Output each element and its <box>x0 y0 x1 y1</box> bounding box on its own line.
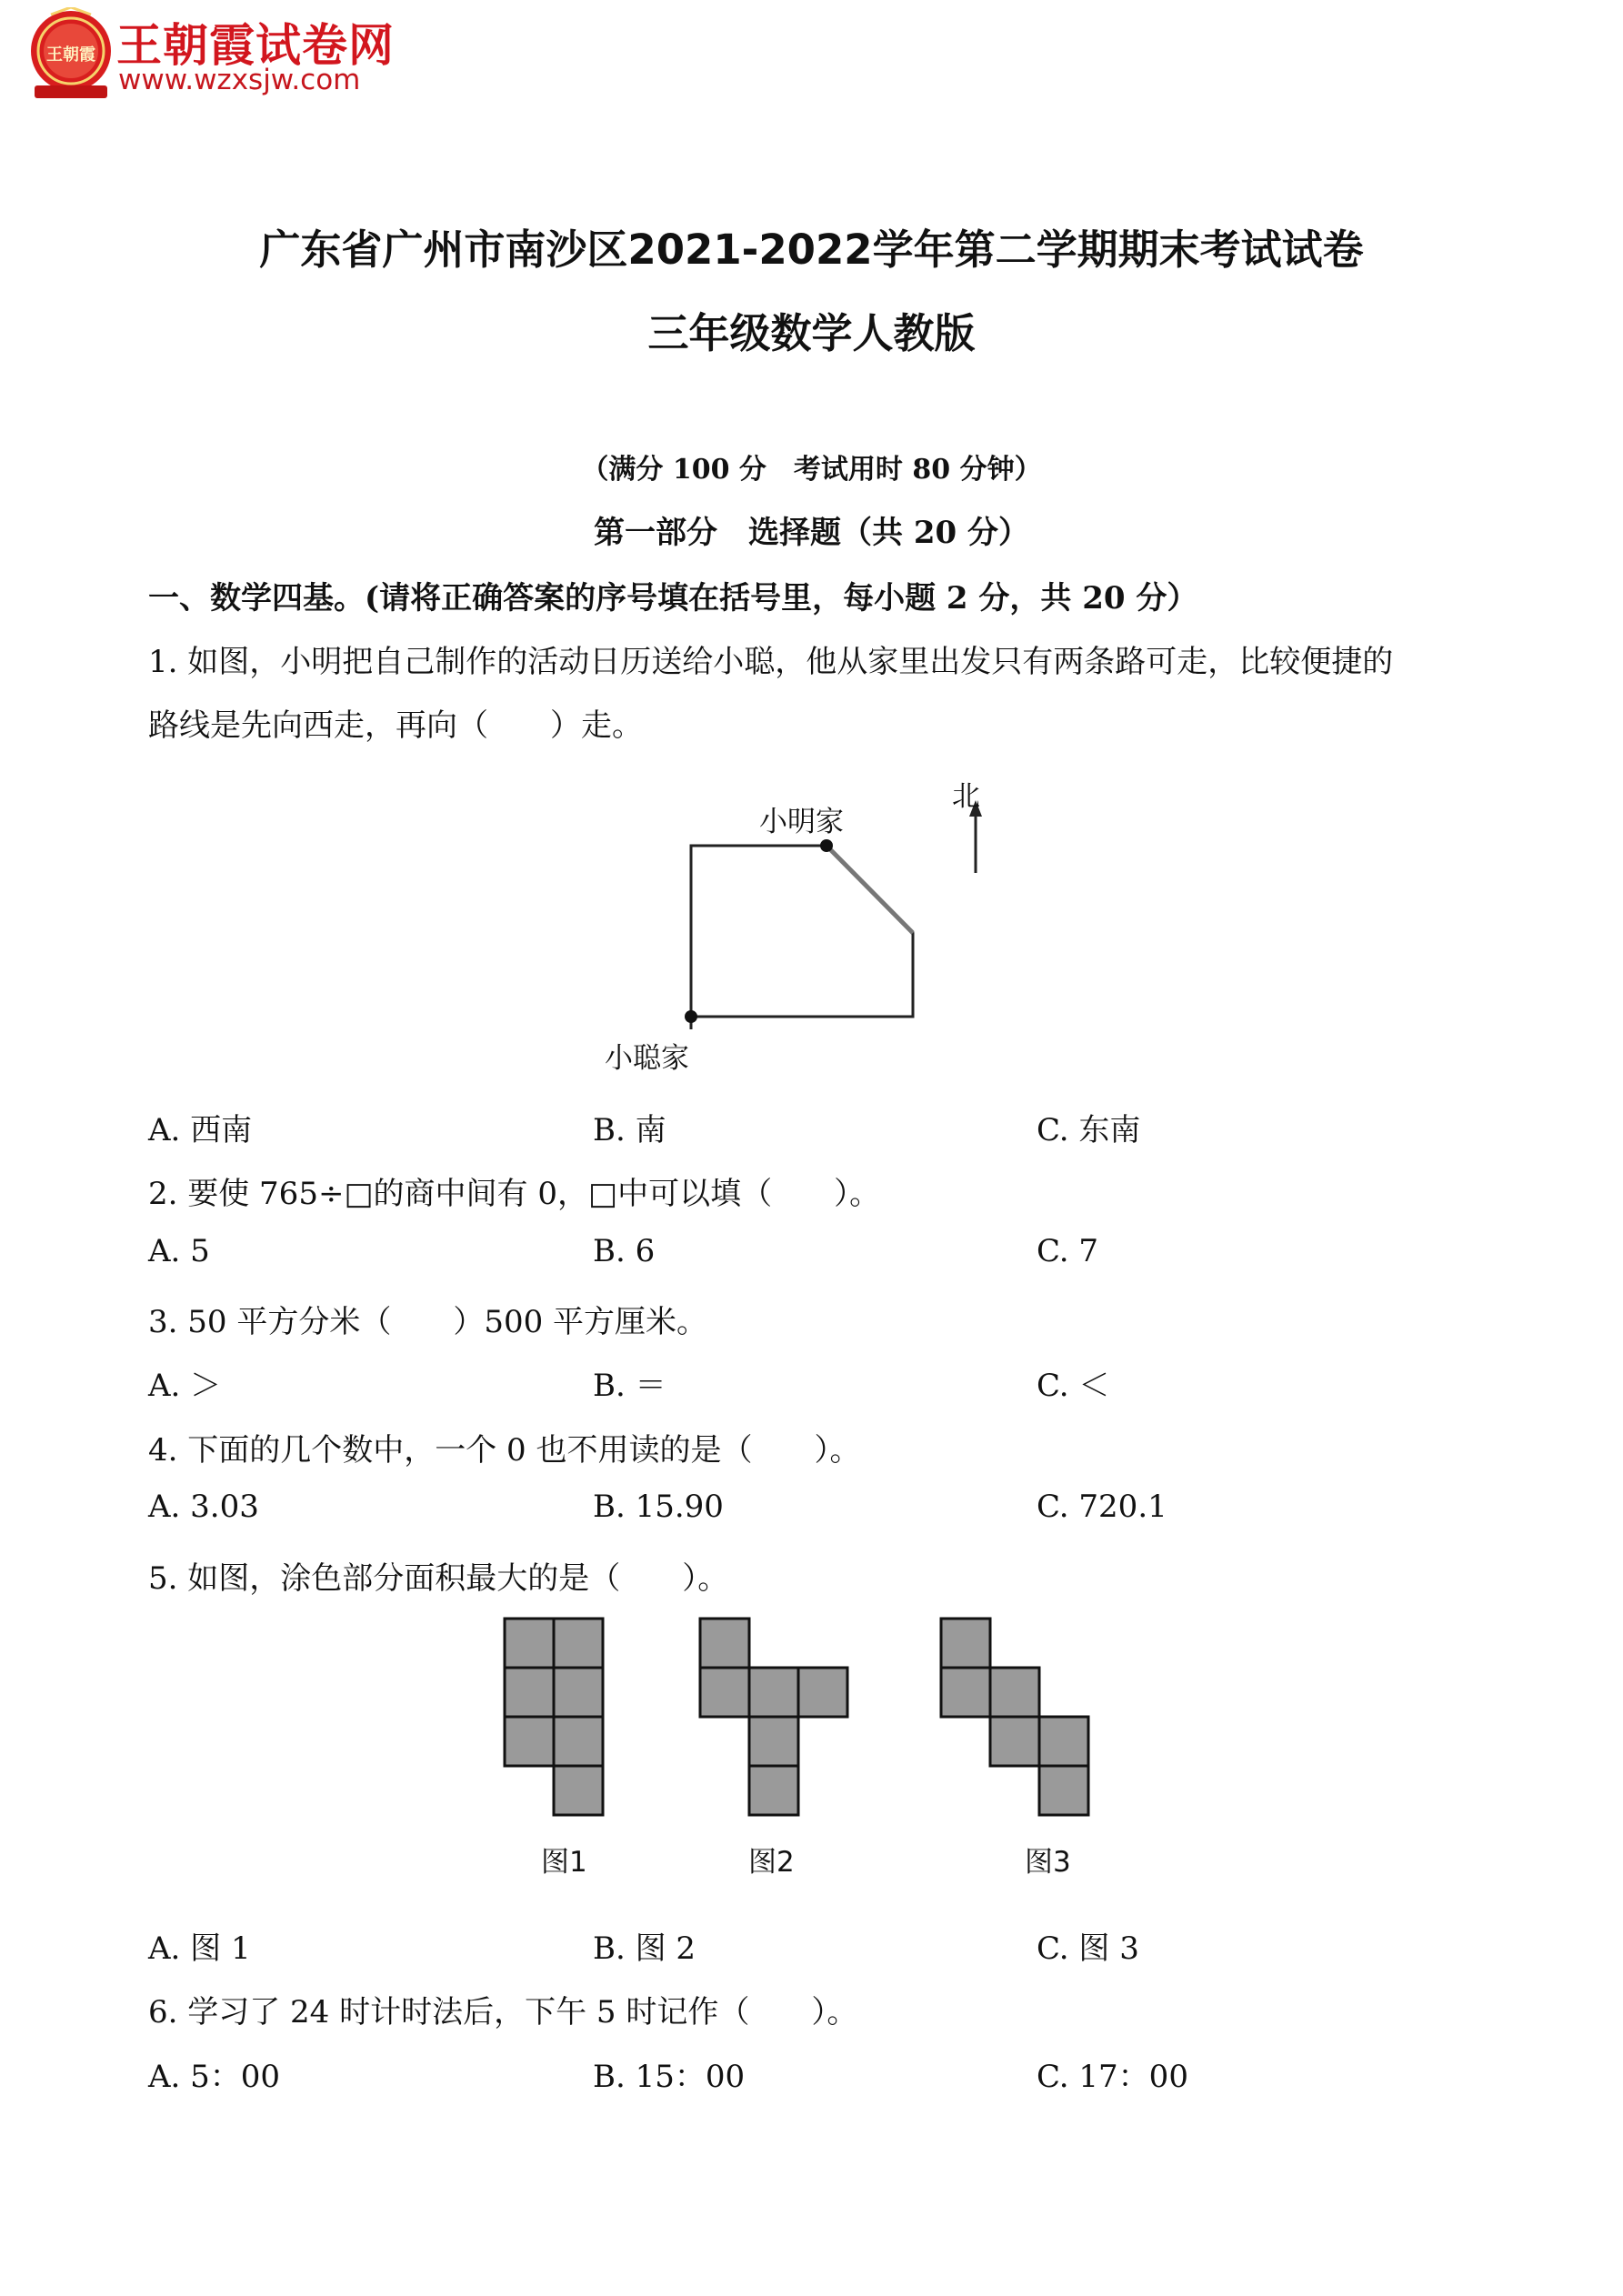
question-2-option-c[interactable]: C. 7 <box>1037 1233 1099 1269</box>
question-5-text: 5. 如图，涂色部分面积最大的是（ ）。 <box>148 1560 729 1597</box>
figure-1-cell <box>554 1668 603 1717</box>
question-1-option-b[interactable]: B. 南 <box>593 1112 666 1148</box>
question-3-option-a[interactable]: A. ＞ <box>148 1368 222 1404</box>
figure-3-cell <box>990 1717 1039 1766</box>
question-3-option-b[interactable]: B. ＝ <box>593 1368 666 1404</box>
question-1-line-2: 路线是先向西走，再向（ ）走。 <box>148 707 643 744</box>
doc-subtitle: 三年级数学人教版 <box>647 309 976 357</box>
figure-3-cell <box>941 1619 990 1668</box>
figure-1-cell <box>505 1619 554 1668</box>
question-1-line-1: 1. 如图，小明把自己制作的活动日历送给小聪，他从家里出发只有两条路可走，比较便捷的 <box>148 644 1394 680</box>
figure-1-cell <box>505 1668 554 1717</box>
figure-2-cell <box>749 1717 798 1766</box>
part-heading: 第一部分 选择题（共 20 分） <box>594 515 1029 551</box>
figure-1-cell <box>505 1717 554 1766</box>
svg-text:王朝霞: 王朝霞 <box>46 45 95 65</box>
brand-name: 王朝霞试卷网 <box>116 19 395 72</box>
figure-2-cell <box>749 1668 798 1717</box>
question-5-option-c[interactable]: C. 图 3 <box>1037 1930 1139 1967</box>
question-2-option-a[interactable]: A. 5 <box>148 1233 210 1269</box>
figure-2-label: 图2 <box>748 1846 795 1879</box>
seal-icon <box>25 7 116 102</box>
question-4-option-b[interactable]: B. 15.90 <box>593 1489 724 1525</box>
figure-1-label: 图1 <box>541 1846 587 1879</box>
figure-2-cell <box>700 1619 749 1668</box>
question-1-option-a[interactable]: A. 西南 <box>148 1112 253 1148</box>
xiaocong-home-label: 小聪家 <box>605 1042 689 1075</box>
question-6-option-c[interactable]: C. 17：00 <box>1037 2059 1188 2095</box>
question-2-text: 2. 要使 765÷□的商中间有 0，□中可以填（ ）。 <box>148 1176 881 1212</box>
doc-title: 广东省广州市南沙区2021-2022学年第二学期期末考试试卷 <box>259 226 1364 274</box>
xiaoming-home-point <box>820 839 833 852</box>
figure-3-label: 图3 <box>1025 1846 1071 1879</box>
figure-2-cell <box>749 1766 798 1815</box>
question-3-text: 3. 50 平方分米（ ）500 平方厘米。 <box>148 1304 708 1340</box>
xiaoming-home-label: 小明家 <box>759 806 844 838</box>
question-1-option-c[interactable]: C. 东南 <box>1037 1112 1141 1148</box>
question-6-option-b[interactable]: B. 15：00 <box>593 2059 746 2095</box>
brand-url[interactable]: www.wzxsjw.com <box>118 64 361 96</box>
question-4-text: 4. 下面的几个数中，一个 0 也不用读的是（ ）。 <box>148 1432 861 1469</box>
question-3-option-c[interactable]: C. ＜ <box>1037 1368 1110 1404</box>
question-6-text: 6. 学习了 24 时计时法后，下午 5 时记作（ ）。 <box>148 1994 858 2030</box>
question-2-option-b[interactable]: B. 6 <box>593 1233 656 1269</box>
figure-3-cell <box>990 1668 1039 1717</box>
figure-1-cell <box>554 1766 603 1815</box>
question-5-option-b[interactable]: B. 图 2 <box>593 1930 696 1967</box>
figure-1-cell <box>554 1717 603 1766</box>
question-4-option-c[interactable]: C. 720.1 <box>1037 1489 1167 1525</box>
section-heading: 一、数学四基。(请将正确答案的序号填在括号里，每小题 2 分，共 20 分） <box>148 580 1198 617</box>
north-label: 北 <box>952 780 980 813</box>
exam-info: （满分 100 分 考试用时 80 分钟） <box>581 454 1042 486</box>
figure-3-cell <box>1039 1717 1088 1766</box>
question-5-option-a[interactable]: A. 图 1 <box>148 1930 251 1967</box>
figure-2-cell <box>700 1668 749 1717</box>
figure-3-cell <box>1039 1766 1088 1815</box>
figure-2-cell <box>798 1668 847 1717</box>
figure-3-cell <box>941 1668 990 1717</box>
question-4-option-a[interactable]: A. 3.03 <box>148 1489 259 1525</box>
question-6-option-a[interactable]: A. 5：00 <box>148 2059 281 2095</box>
xiaocong-home-point <box>685 1010 697 1023</box>
figure-1-cell <box>554 1619 603 1668</box>
